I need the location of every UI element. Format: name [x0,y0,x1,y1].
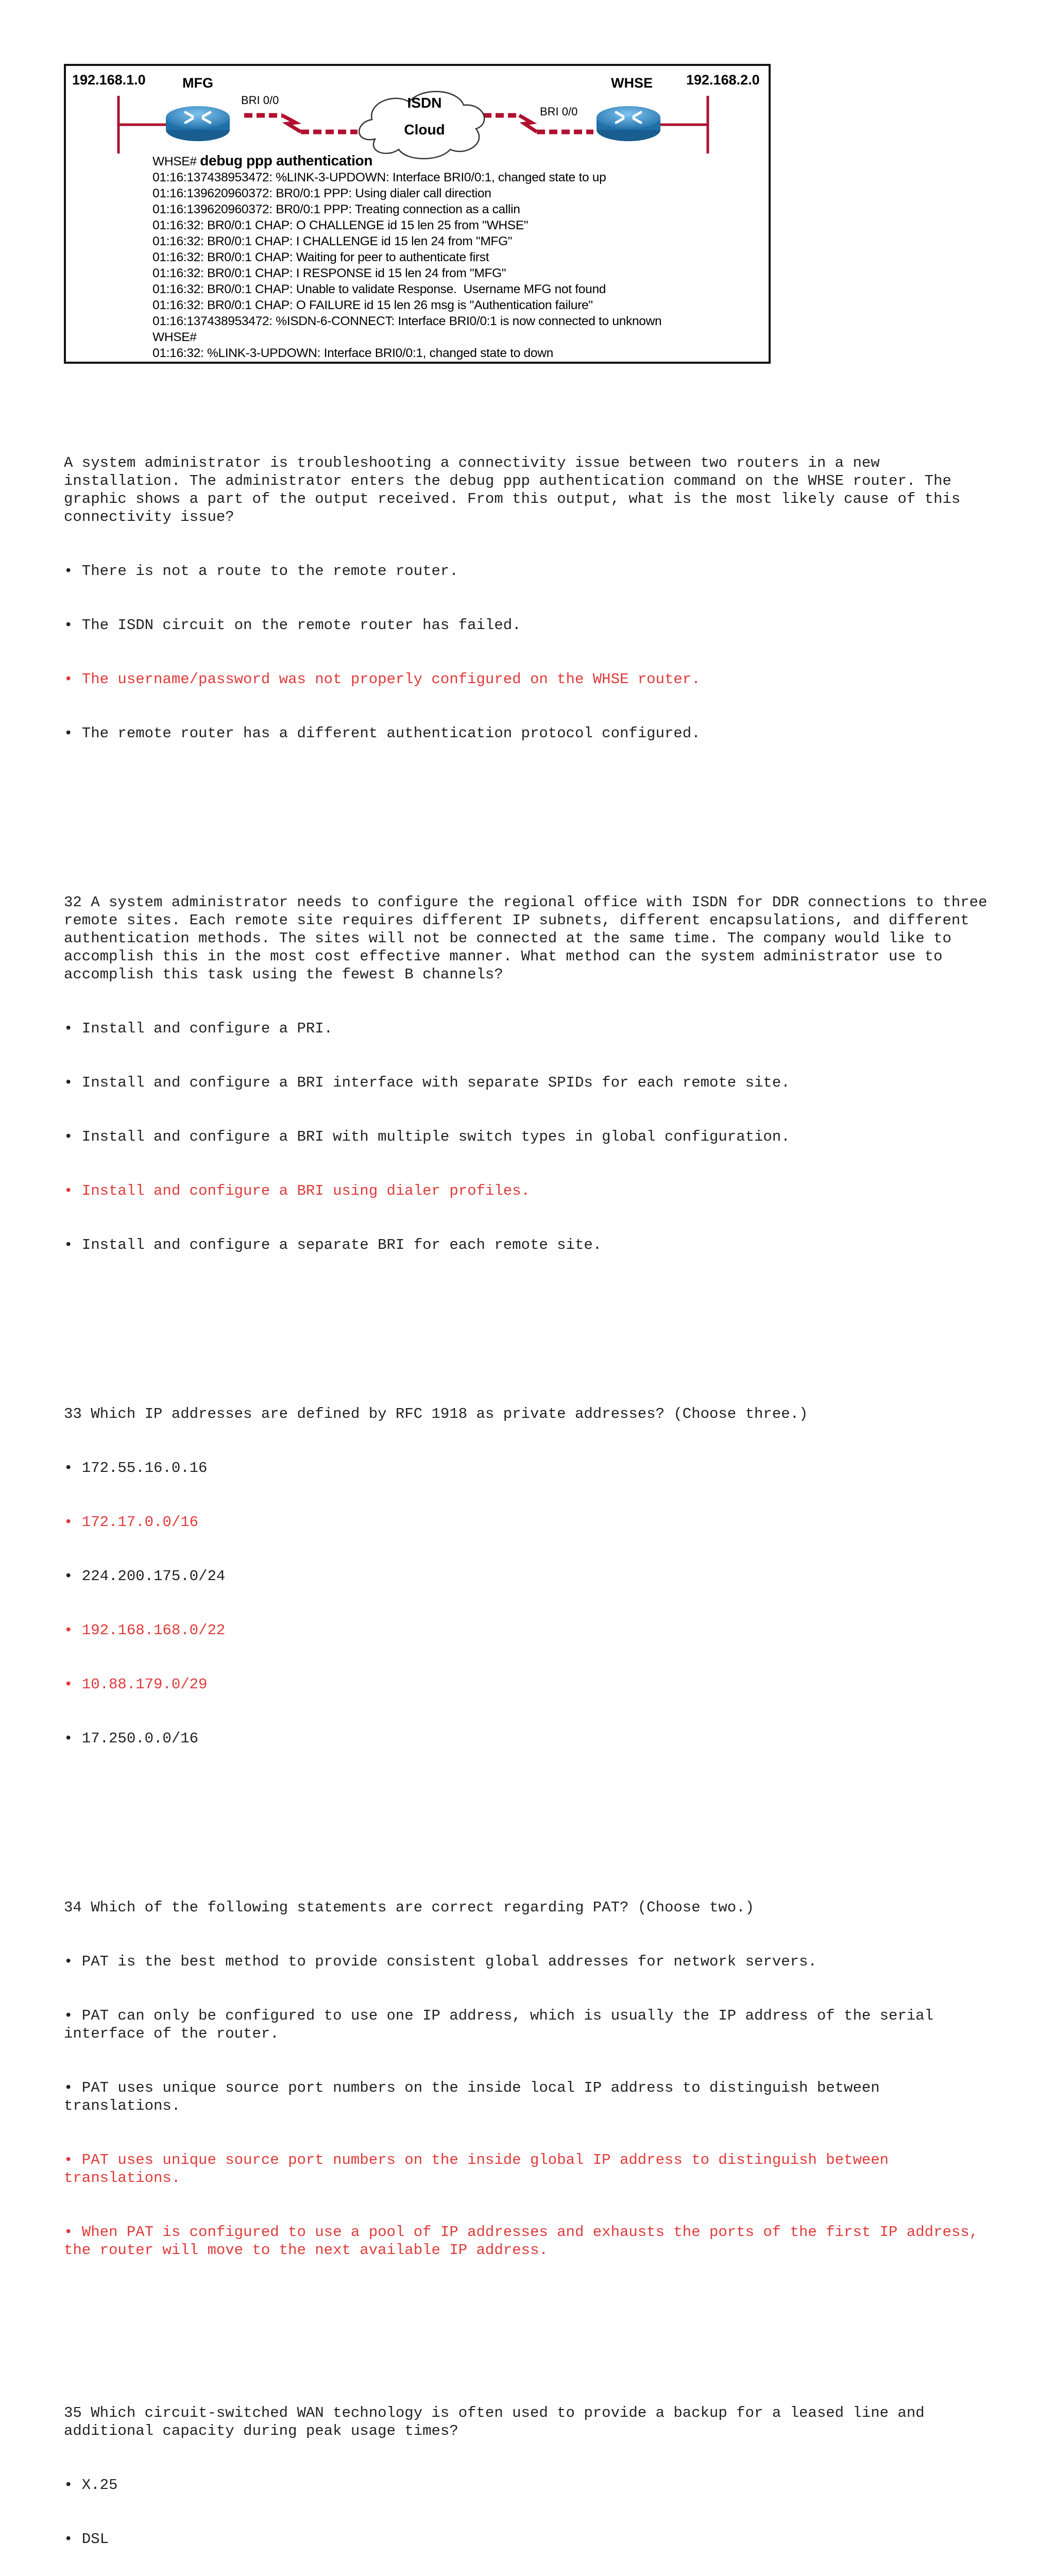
debug-output [152,152,760,361]
debug-line: 01:16:32: BR0/0:1 CHAP: Waiting for peer to authenticate first [152,250,489,264]
router-whse-icon [597,106,660,141]
answer-option: • Install and configure a BRI with multiple switch types in global configuration. [64,1128,790,1145]
right-interface-label: BRI 0/0 [540,105,578,118]
router-mfg-icon [166,106,230,141]
question-text: 32 A system administrator needs to configure the regional office with ISDN for DDR connections to three remote sites. Each remote site requires different IP subnets, different encapsulations, and different authentication methods. The sites will not be connected at the same time. The company would like to accomplish this in the most cost effective manner. What method can the system administrator use to accomplish this task using the fewest B channels? [64,894,996,983]
answer-option-correct: • 192.168.168.0/22 [64,1622,226,1639]
answer-option-correct: • Install and configure a BRI using dialer profiles. [64,1182,530,1199]
debug-line: 01:16:139620960372: BR0/0:1 PPP: Treating connection as a callin [152,202,520,216]
debug-line: 01:16:139620960372: BR0/0:1 PPP: Using dialer call direction [152,187,491,200]
debug-line: 01:16:32: BR0/0:1 CHAP: O CHALLENGE id 15 len 25 from "WHSE" [152,218,529,232]
answer-option: • Install and configure a separate BRI for each remote site. [64,1236,602,1253]
right-router-name: WHSE [611,75,653,91]
answer-option: • Install and configure a PRI. [64,1020,333,1037]
right-network-ip: 192.168.2.0 [686,72,760,88]
answer-option-correct: • When PAT is configured to use a pool of IP addresses and exhausts the ports of the first IP address, the router will move to the next available IP address. [64,2224,988,2259]
debug-line: 01:16:137438953472: %LINK-3-UPDOWN: Interface BRI0/0:1, changed state to up [152,171,606,184]
debug-prompt: WHSE# [152,155,197,168]
question-33 [64,1369,991,1784]
cloud-label-line1: ISDN [407,95,442,111]
left-router-name: MFG [182,75,213,91]
answer-option-correct: • The username/password was not properly configured on the WHSE router. [64,671,701,688]
question-text: 34 Which of the following statements are correct regarding PAT? (Choose two.) [64,1899,755,1916]
debug-line: 01:16:32: BR0/0:1 CHAP: Unable to validate Response. Username MFG not found [152,282,606,296]
left-network-ip: 192.168.1.0 [72,72,146,88]
question-text: 33 Which IP addresses are defined by RFC 1918 as private addresses? (Choose three.) [64,1405,808,1422]
debug-line: 01:16:32: %LINK-3-UPDOWN: Interface BRI0/0:1, changed state to down [152,346,553,360]
question-list [64,364,996,2576]
answer-option: • The remote router has a different authentication protocol configured. [64,725,701,742]
debug-line: 01:16:32: BR0/0:1 CHAP: I CHALLENGE id 15 len 24 from "MFG" [152,234,513,248]
debug-command: debug ppp authentication [200,152,373,168]
page [64,64,996,2576]
left-interface-label: BRI 0/0 [241,94,279,107]
answer-option: • PAT is the best method to provide consistent global addresses for network servers. [64,1953,817,1970]
cloud-label-line2: Cloud [404,122,445,138]
debug-line: 01:16:137438953472: %ISDN-6-CONNECT: Interface BRI0/0:1 is now connected to unknown [152,314,662,328]
answer-option: • PAT uses unique source port numbers on the inside local IP address to distinguish between translations. [64,2079,889,2114]
question-31 [64,418,991,778]
answer-option: • There is not a route to the remote router. [64,563,458,580]
debug-line: WHSE# [152,330,197,344]
question-35 [64,2368,991,2576]
answer-option-correct: • PAT uses unique source port numbers on the inside global IP address to distinguish between translations. [64,2151,898,2187]
answer-option-correct: • 172.17.0.0/16 [64,1514,199,1531]
answer-option: • Install and configure a BRI interface with separate SPIDs for each remote site. [64,1074,790,1091]
answer-option: • X.25 [64,2477,118,2494]
question-text: A system administrator is troubleshooting a connectivity issue between two routers in a new installation. The administrator enters the debug ppp authentication command on the WHSE router. The graphic shows a part of the output received. From this output, what is the most likely cause of this connectivity issue? [64,454,969,526]
question-text: 35 Which circuit-switched WAN technology is often used to provide a backup for a leased line and additional capacity during peak usage times? [64,2404,934,2439]
answer-option: • PAT can only be configured to use one IP address, which is usually the IP address of the serial interface of the router. [64,2007,943,2042]
answer-option: • 224.200.175.0/24 [64,1568,226,1585]
network-diagram-figure [64,64,771,364]
answer-option: • DSL [64,2531,109,2548]
question-34 [64,1862,991,2295]
debug-line: 01:16:32: BR0/0:1 CHAP: O FAILURE id 15 len 26 msg is "Authentication failure" [152,298,593,312]
debug-command-line [152,152,760,170]
answer-option-correct: • 10.88.179.0/29 [64,1676,208,1693]
debug-line: 01:16:32: BR0/0:1 CHAP: I RESPONSE id 15 len 24 from "MFG" [152,266,506,280]
answer-option: • 172.55.16.0.16 [64,1460,208,1477]
answer-option: • 17.250.0.0/16 [64,1730,199,1747]
isdn-link-left [244,115,358,132]
question-32 [64,857,996,1290]
answer-option: • The ISDN circuit on the remote router has failed. [64,617,521,634]
